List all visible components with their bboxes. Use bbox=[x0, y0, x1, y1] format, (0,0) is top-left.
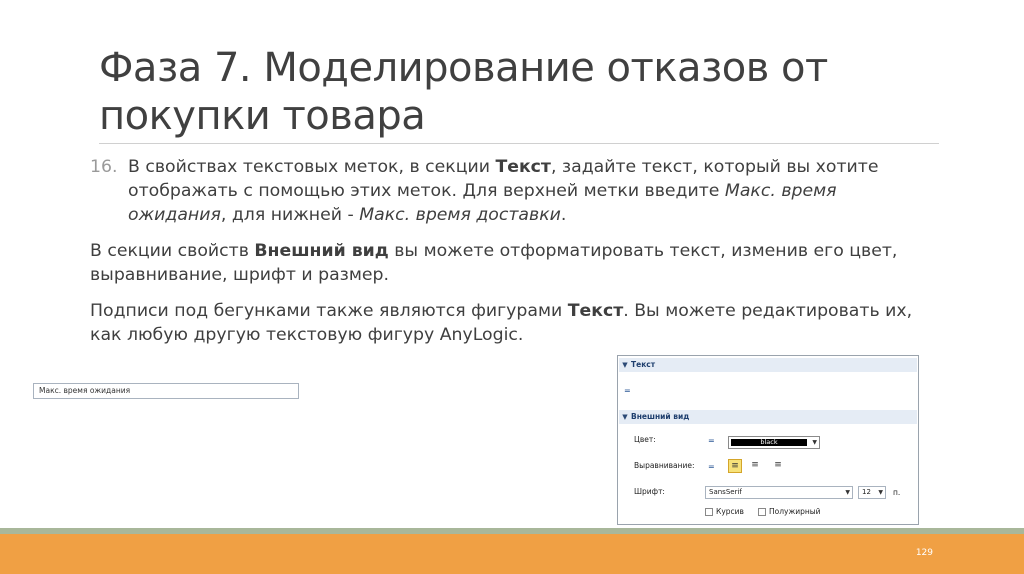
text-value-field[interactable]: Макс. время ожидания bbox=[33, 383, 299, 399]
properties-panel bbox=[617, 355, 919, 525]
footer-bar bbox=[0, 534, 1024, 574]
para1-text-a: В секции свойств bbox=[90, 241, 255, 261]
item-number: 16. bbox=[90, 157, 118, 177]
slide-body bbox=[90, 155, 940, 347]
font-select[interactable] bbox=[705, 486, 853, 499]
paragraph-labels bbox=[90, 299, 940, 347]
align-left-icon[interactable]: ≡ bbox=[728, 459, 742, 473]
align-right-icon[interactable]: ≡ bbox=[774, 460, 782, 470]
italic-checkbox[interactable] bbox=[705, 507, 744, 516]
bold-checkbox[interactable] bbox=[758, 507, 821, 516]
item-text-a: В свойствах текстовых меток, в секции bbox=[128, 157, 496, 177]
dropdown-arrow-icon: ▼ bbox=[845, 489, 850, 496]
appearance-section-header[interactable] bbox=[619, 410, 917, 424]
checkbox-icon bbox=[758, 508, 766, 516]
para2-text-b: . Вы можете редактировать их, как любую другую текстовую фигуру AnyLogic. bbox=[90, 301, 913, 345]
font-value: SansSerif bbox=[709, 488, 742, 496]
italic-label: Курсив bbox=[716, 507, 744, 516]
para2-text-a: Подписи под бегунками также являются фигурами bbox=[90, 301, 568, 321]
item-text-d: . bbox=[560, 205, 567, 225]
bold-label: Полужирный bbox=[769, 507, 821, 516]
font-label: Шрифт: bbox=[634, 487, 665, 496]
numbered-item bbox=[90, 155, 940, 227]
item-text-b: , задайте текст, который вы хотите отображать с помощью этих меток. Для верхней метки введите bbox=[128, 157, 879, 201]
dropdown-arrow-icon: ▼ bbox=[812, 439, 817, 446]
item-italic-1: Макс. время ожидания bbox=[128, 181, 837, 225]
font-size-value: 12 bbox=[862, 488, 871, 496]
text-section-header[interactable] bbox=[619, 358, 917, 372]
text-property-icon: = bbox=[624, 386, 631, 395]
para1-text-b: вы можете отформатировать текст, изменив его цвет, выравнивание, шрифт и размер. bbox=[90, 241, 898, 285]
item-text-c: , для нижней - bbox=[220, 205, 360, 225]
text-section-label: Текст bbox=[631, 360, 656, 369]
align-property-icon: = bbox=[708, 462, 715, 471]
title-line-1: Фаза 7. Моделирование отказов от bbox=[99, 45, 828, 91]
slide-title bbox=[99, 44, 939, 140]
appearance-section-label: Внешний вид bbox=[631, 412, 690, 421]
color-label: Цвет: bbox=[634, 435, 656, 444]
paragraph-appearance bbox=[90, 239, 940, 287]
page-number: 129 bbox=[915, 548, 933, 558]
font-size-unit: п. bbox=[893, 488, 901, 497]
para2-bold: Текст bbox=[567, 301, 624, 321]
para1-bold: Внешний вид bbox=[254, 241, 389, 261]
dropdown-arrow-icon: ▼ bbox=[878, 489, 883, 496]
item-italic-2: Макс. время доставки bbox=[359, 205, 561, 225]
color-swatch: black bbox=[731, 439, 807, 446]
item-text bbox=[128, 155, 940, 227]
title-line-2: покупки товара bbox=[99, 93, 426, 139]
collapse-arrow-icon: ▼ bbox=[622, 413, 628, 421]
color-select[interactable] bbox=[728, 436, 820, 449]
checkbox-icon bbox=[705, 508, 713, 516]
item-bold: Текст bbox=[495, 157, 551, 177]
title-divider bbox=[99, 143, 939, 144]
color-property-icon: = bbox=[708, 436, 715, 445]
collapse-arrow-icon: ▼ bbox=[622, 361, 628, 369]
align-center-icon[interactable]: ≡ bbox=[751, 460, 759, 470]
align-label: Выравнивание: bbox=[634, 461, 695, 470]
font-size-select[interactable] bbox=[858, 486, 886, 499]
